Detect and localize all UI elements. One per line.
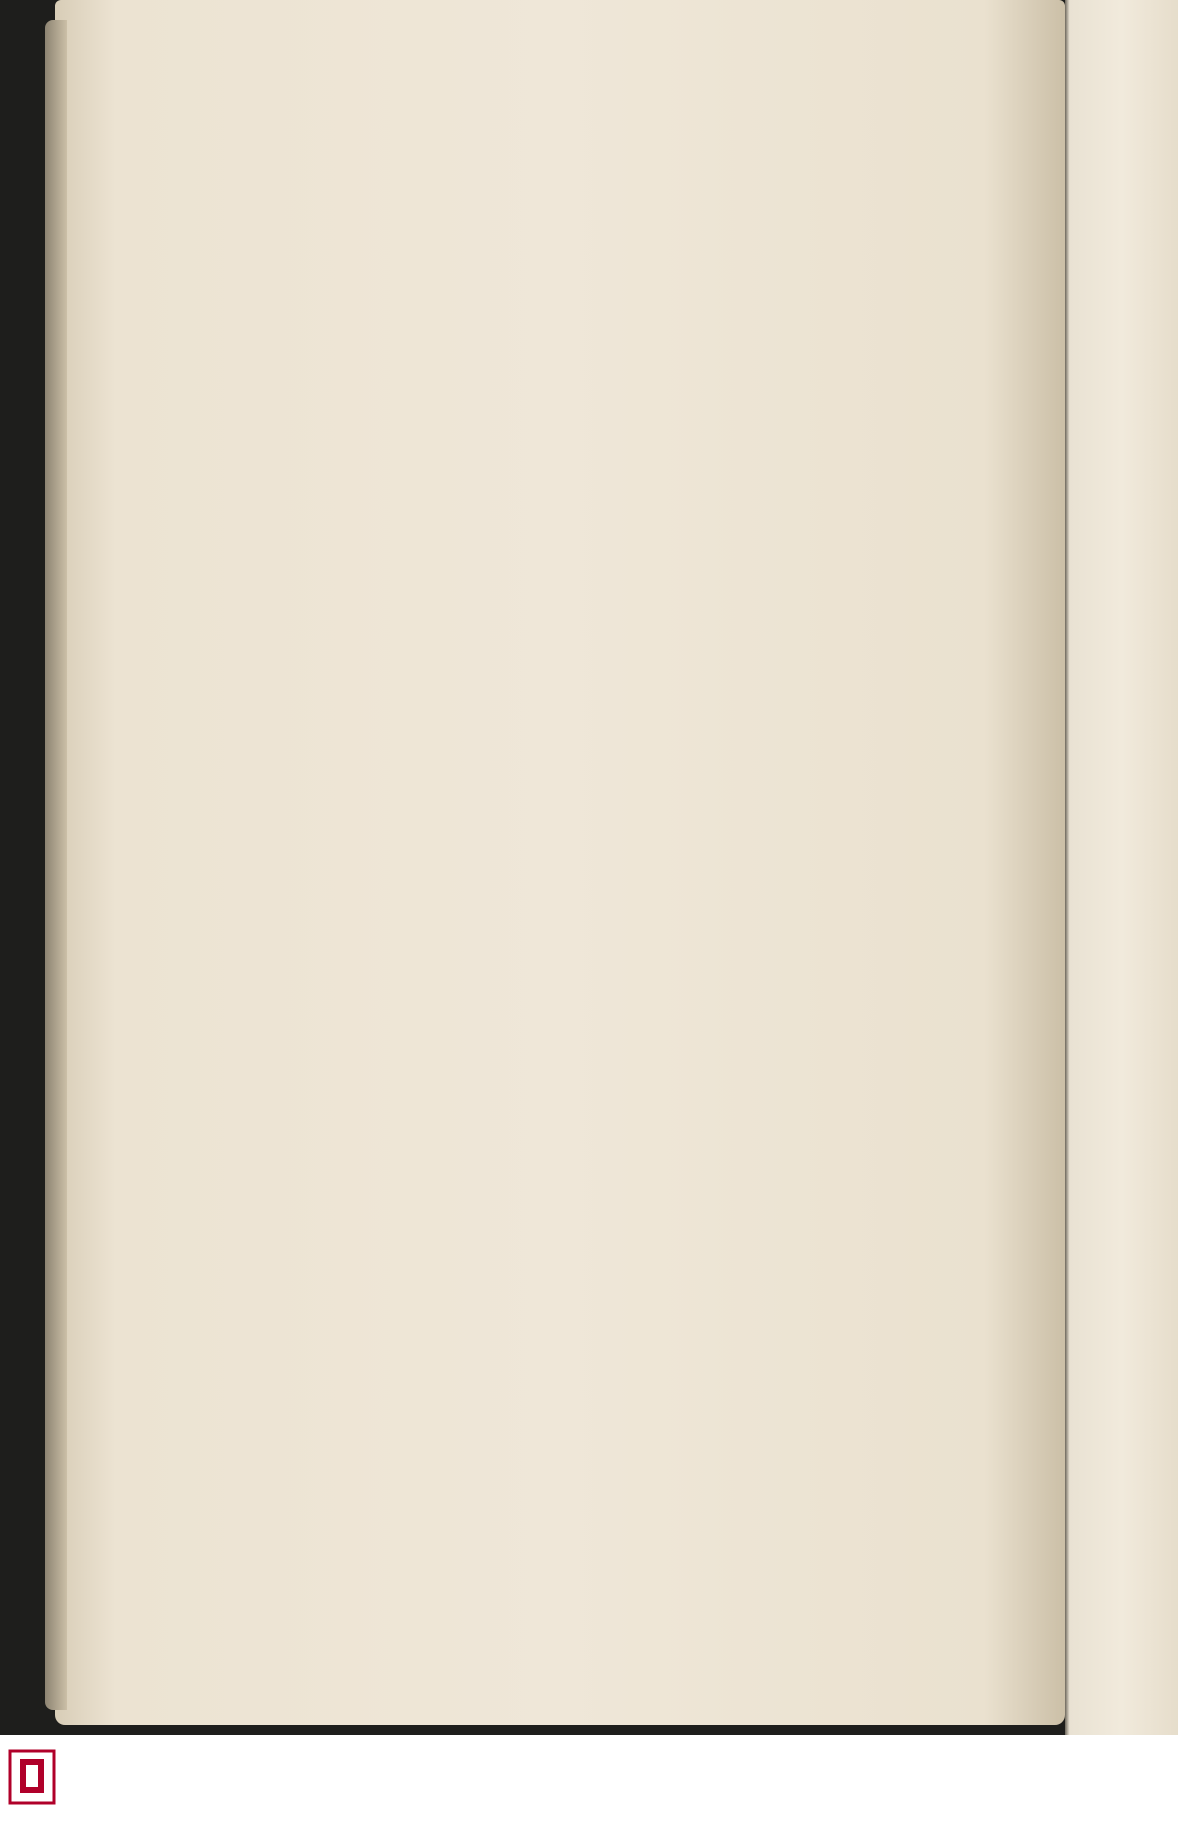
coin-plate	[330, 690, 1010, 1060]
running-head	[332, 232, 1012, 262]
facing-page	[1065, 0, 1178, 1735]
viewer-footer	[0, 1735, 1178, 1823]
library-logo-icon[interactable]	[6, 1747, 58, 1807]
